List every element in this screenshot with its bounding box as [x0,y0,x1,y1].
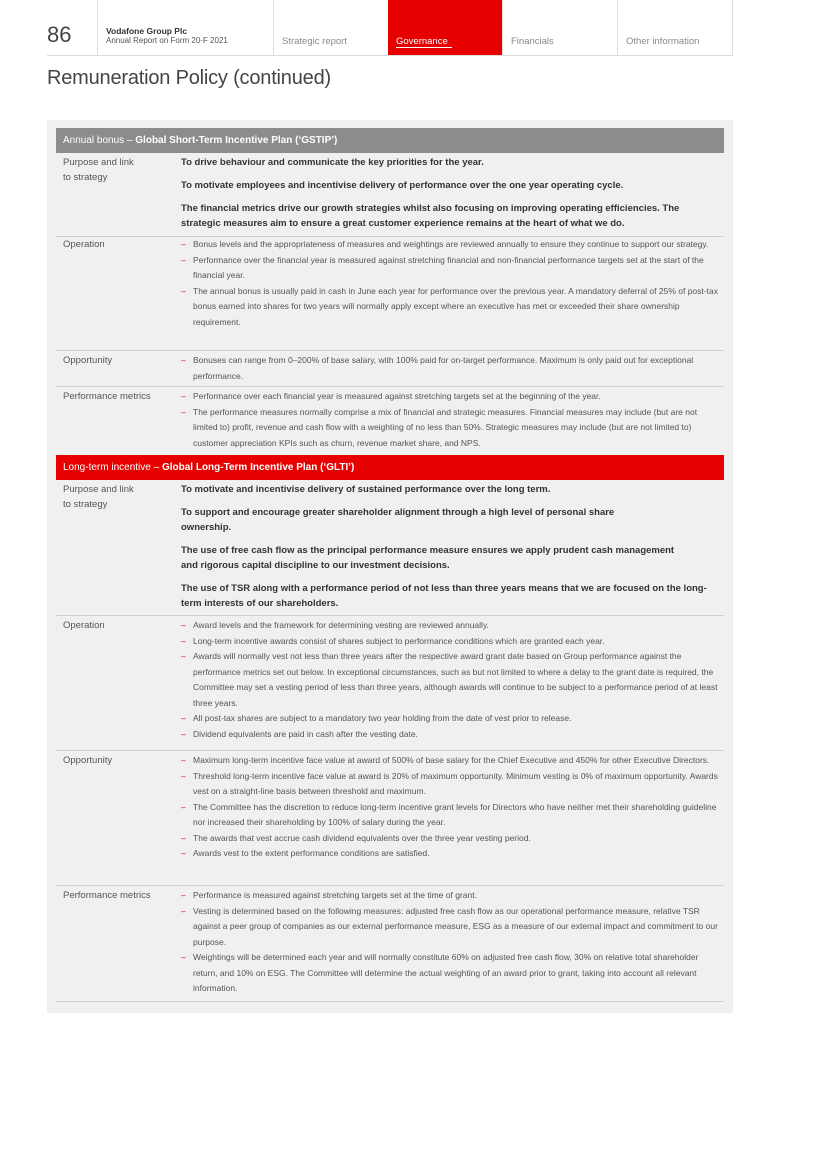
tab-strategic-report[interactable]: Strategic report [282,36,347,47]
row-divider [56,386,724,387]
header-divider [273,0,274,55]
row-divider [56,350,724,351]
list-item: – Dividend equivalents are paid in cash after the vesting date. [181,727,721,743]
gstip-opportunity-label: Opportunity [63,355,113,366]
label-line: Purpose and link [63,484,134,495]
header-divider [502,0,503,55]
glti-operation-label: Operation [63,620,105,631]
list-item: – Performance over each financial year is measured against stretching targets set at the beginning of the year. [181,389,721,405]
list-item: – Awards vest to the extent performance conditions are satisfied. [181,846,721,862]
gstip-purpose-2: To motivate employees and incentivise delivery of performance over the one year operating cycle. [181,180,624,191]
report-subtitle: Annual Report on Form 20-F 2021 [106,36,228,45]
header-divider [732,0,733,55]
label-line: Purpose and link [63,157,134,168]
page-number: 86 [47,22,72,47]
gstip-purpose-label [63,155,173,185]
row-divider [56,1001,724,1002]
list-item: – Maximum long-term incentive face value at award of 500% of base salary for the Chief Executive and 450% for other Executive Directors. [181,753,721,769]
list-item: – Weightings will be determined each year and will normally constitute 60% on adjusted free cash flow, 30% on relative total shareholder return, and 10% on ESG. The Committee will determine the actual weighting of an award prior to grant, taking into account all relevant information. [181,950,721,997]
list-item: – Performance is measured against stretching targets set at the time of grant. [181,888,721,904]
glti-purpose-label [63,482,173,512]
tab-other-information[interactable]: Other information [626,36,700,47]
header-divider [617,0,618,55]
glti-metrics-label: Performance metrics [63,890,151,901]
gstip-prefix: Annual bonus – [63,135,136,146]
list-item: – The performance measures normally comprise a mix of financial and strategic measures. Financial measures may include (but are not limited to) profit, revenue and cash flow with a weighting of no less than 50%. Strategic measures may include (but are not limited to) customer appreciation KPIs such as churn, revenue market share, and NPS. [181,405,721,452]
list-item: – The annual bonus is usually paid in cash in June each year for performance over the previous year. A mandatory deferral of 25% of post-tax bonus earned into shares for two years will normally apply except where an executive has met or exceeded their share ownership requirement. [181,284,721,331]
glti-operation-list [181,618,721,742]
row-divider [56,615,724,616]
header-rule [47,55,733,56]
list-item: – The Committee has the discretion to reduce long-term incentive grant levels for Directors who have neither met their shareholding guideline nor increased their shareholding by 100% of salary during the year. [181,800,721,831]
list-item: – Long-term incentive awards consist of shares subject to performance conditions which are granted each year. [181,634,721,650]
glti-header-bar [56,455,724,480]
list-item: – Vesting is determined based on the following measures: adjusted free cash flow as our operational performance measure, relative TSR against a peer group of companies as our external performance measure, ESG as a measure of our external impact and commitment to our purpose. [181,904,721,951]
page-header [0,0,826,56]
list-item: – Award levels and the framework for determining vesting are reviewed annually. [181,618,721,634]
glti-purpose-4: The use of TSR along with a performance period of not less than three years means that we are focused on the long-term interests of our shareholders. [181,583,707,609]
gstip-operation-list [181,237,721,330]
list-item: – Bonuses can range from 0–200% of base salary, with 100% paid for on-target performance. Maximum is only paid out for exceptional performance. [181,353,721,384]
gstip-metrics-label: Performance metrics [63,391,151,402]
label-line: to strategy [63,499,108,510]
list-item: – Performance over the financial year is measured against stretching financial and non-financial performance targets set at the start of the financial year. [181,253,721,284]
glti-metrics-list [181,888,721,997]
list-item: – The awards that vest accrue cash dividend equivalents over the three year vesting period. [181,831,721,847]
tab-financials[interactable]: Financials [511,36,554,47]
gstip-opportunity-list [181,353,721,384]
glti-purpose-2: To support and encourage greater shareholder alignment through a high level of personal share ownership. [181,507,615,533]
glti-opportunity-label: Opportunity [63,755,113,766]
glti-purpose-1: To motivate and incentivise delivery of sustained performance over the long term. [181,484,551,495]
gstip-header-bar [56,128,724,153]
gstip-title: Global Short-Term Incentive Plan (‘GSTIP’) [135,135,338,146]
list-item: – Awards will normally vest not less than three years after the respective award grant date based on Group performance against the performance metrics set out below. In exceptional circumstances, such as but not limited to where a delay to the grant date is required, the Committee may set a vesting period of less than three years, although awards will continue to be subject to a performance period of at least three years. [181,649,721,711]
glti-title: Global Long-Term Incentive Plan (‘GLTI’) [161,462,355,473]
list-item: – Bonus levels and the appropriateness of measures and weightings are reviewed annually to ensure they continue to support our strategy. [181,237,721,253]
gstip-purpose-1: To drive behaviour and communicate the key priorities for the year. [181,157,484,168]
tab-governance[interactable]: Governance [396,36,448,47]
tab-governance-underline [396,47,452,48]
glti-prefix: Long-term incentive – [63,462,162,473]
row-divider [56,885,724,886]
gstip-purpose-3: The financial metrics drive our growth strategies whilst also focusing on improving operating efficiencies. The strategic measures aim to ensure a great customer experience remains at the heart of what we do. [181,203,680,229]
glti-purpose-3: The use of free cash flow as the principal performance measure ensures we apply prudent cash management and rigorous capital discipline to our investment decisions. [181,545,675,571]
gstip-operation-label: Operation [63,239,105,250]
page-title: Remuneration Policy (continued) [47,67,331,89]
header-divider [97,0,98,55]
list-item: – All post-tax shares are subject to a mandatory two year holding from the date of vest prior to release. [181,711,721,727]
company-name: Vodafone Group Plc [106,26,188,36]
row-divider [56,750,724,751]
glti-opportunity-list [181,753,721,862]
label-line: to strategy [63,172,108,183]
list-item: – Threshold long-term incentive face value at award is 20% of maximum opportunity. Minimum vesting is 0% of maximum opportunity. Awards vest on a straight-line basis between threshold and maximum. [181,769,721,800]
gstip-metrics-list [181,389,721,451]
